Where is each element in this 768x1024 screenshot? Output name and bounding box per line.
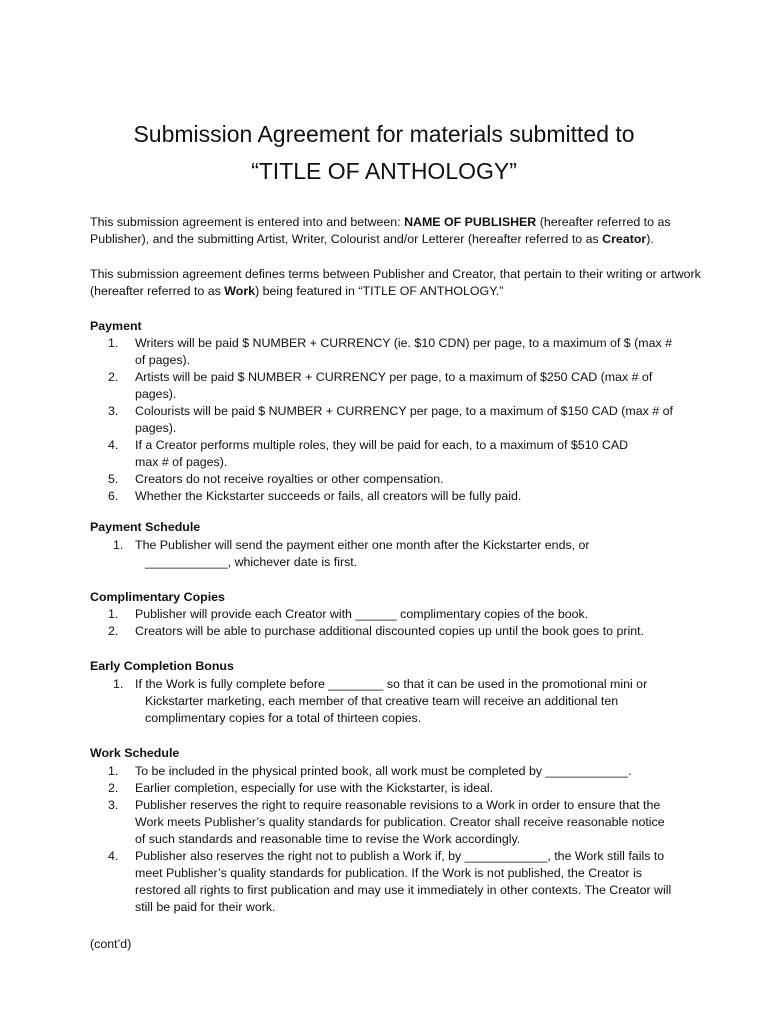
complimentary-heading: Complimentary Copies: [90, 590, 225, 604]
list-item: [0, 437, 700, 471]
list-text: Publisher reserves the right to require reasonable revisions to a Work in order to ensure that the Work meets Publisher’s quality standards for publication. Creator shall receive reasonable notice of such standards and reasonable time to revise the Work accordingly.: [135, 798, 665, 846]
list-number: 6.: [108, 489, 119, 503]
list-text: Creators will be able to purchase additional discounted copies up until the book goes to print.: [135, 624, 645, 638]
list-text: Colourists will be paid $ NUMBER + CURRENCY per page, to a maximum of $150 CAD (max # of pages).: [135, 404, 673, 435]
list-number: 2.: [108, 624, 119, 638]
list-text: Publisher also reserves the right not to publish a Work if, by ____________, the Work still fails to meet Publisher’s quality standards for publication. If the Work is not published, the Creator is restored all rights to first publication and may use it immediately in other contexts. The Creator will still be paid for their work.: [135, 849, 672, 914]
list-text: If a Creator performs multiple roles, they will be paid for each, to a maximum of $510 CAD max # of pages).: [135, 438, 629, 469]
intro-text-b: (hereafter referred to as Publisher), and the submitting Artist, Writer, Colourist and/or Letterer (hereafter referred to as: [90, 215, 671, 246]
list-text: Whether the Kickstarter succeeds or fails, all creators will be fully paid.: [135, 489, 522, 503]
early-bonus-list: [0, 676, 700, 727]
list-text: Writers will be paid $ NUMBER + CURRENCY (ie. $10 CDN) per page, to a maximum of $ (max # of pages).: [135, 336, 672, 367]
list-number: 1.: [113, 677, 124, 691]
list-item: [0, 488, 700, 505]
list-text: Earlier completion, especially for use with the Kickstarter, is ideal.: [135, 781, 494, 795]
creator-term: Creator: [602, 232, 647, 246]
list-text: If the Work is fully complete before ________ so that it can be used in the promotional mini or Kickstarter marketing, each member of that creative team will receive an additional ten complimentary copies for a total of thirteen copies.: [135, 677, 648, 725]
intro-text-a: This submission agreement is entered into and between:: [90, 215, 405, 229]
complimentary-list: [0, 606, 700, 640]
list-text: The Publisher will send the payment either one month after the Kickstarter ends, or ____________, whichever date is first.: [135, 538, 590, 569]
list-item: [0, 763, 700, 780]
list-item: [0, 537, 700, 571]
list-number: 2.: [108, 781, 119, 795]
list-text: To be included in the physical printed book, all work must be completed by ____________.: [135, 764, 632, 778]
list-text: Artists will be paid $ NUMBER + CURRENCY per page, to a maximum of $250 CAD (max # of pages).: [135, 370, 653, 401]
list-number: 1.: [108, 607, 119, 621]
list-number: 2.: [108, 370, 119, 384]
list-text: Publisher will provide each Creator with ______ complimentary copies of the book.: [135, 607, 589, 621]
list-number: 1.: [113, 538, 124, 552]
list-number: 3.: [108, 404, 119, 418]
document-title-line-1: Submission Agreement for materials submitted to: [133, 121, 635, 147]
list-number: 4.: [108, 438, 119, 452]
list-item: [0, 676, 700, 727]
list-item: [0, 623, 700, 640]
list-item: [0, 369, 700, 403]
document-title-line-2: “TITLE OF ANTHOLOGY”: [251, 158, 517, 184]
list-text: Creators do not receive royalties or other compensation.: [135, 472, 444, 486]
list-item: [0, 797, 700, 848]
early-bonus-heading: Early Completion Bonus: [90, 659, 234, 673]
defines-text-a: This submission agreement defines terms between Publisher and Creator, that pertain to their writing or artwork (hereafter referred to as: [90, 267, 701, 298]
work-schedule-heading: Work Schedule: [90, 746, 180, 760]
list-number: 4.: [108, 849, 119, 863]
continued-note: (cont’d): [90, 937, 132, 951]
list-item: [0, 403, 700, 437]
list-item: [0, 848, 700, 916]
payment-schedule-heading: Payment Schedule: [90, 520, 201, 534]
payment-heading: Payment: [90, 319, 142, 333]
list-number: 1.: [108, 336, 119, 350]
list-number: 1.: [108, 764, 119, 778]
publisher-name: NAME OF PUBLISHER: [404, 215, 537, 229]
payment-schedule-list: [0, 537, 700, 571]
list-item: [0, 335, 700, 369]
work-schedule-list: [0, 763, 700, 916]
intro-text-c: ).: [646, 232, 654, 246]
work-term: Work: [224, 284, 256, 298]
list-item: [0, 471, 700, 488]
list-number: 5.: [108, 472, 119, 486]
list-item: [0, 606, 700, 623]
payment-list: [0, 335, 700, 505]
list-item: [0, 780, 700, 797]
list-number: 3.: [108, 798, 119, 812]
defines-paragraph: [90, 266, 710, 300]
defines-text-b: ) being featured in “TITLE OF ANTHOLOGY.”: [255, 284, 504, 298]
intro-paragraph: [90, 214, 710, 248]
